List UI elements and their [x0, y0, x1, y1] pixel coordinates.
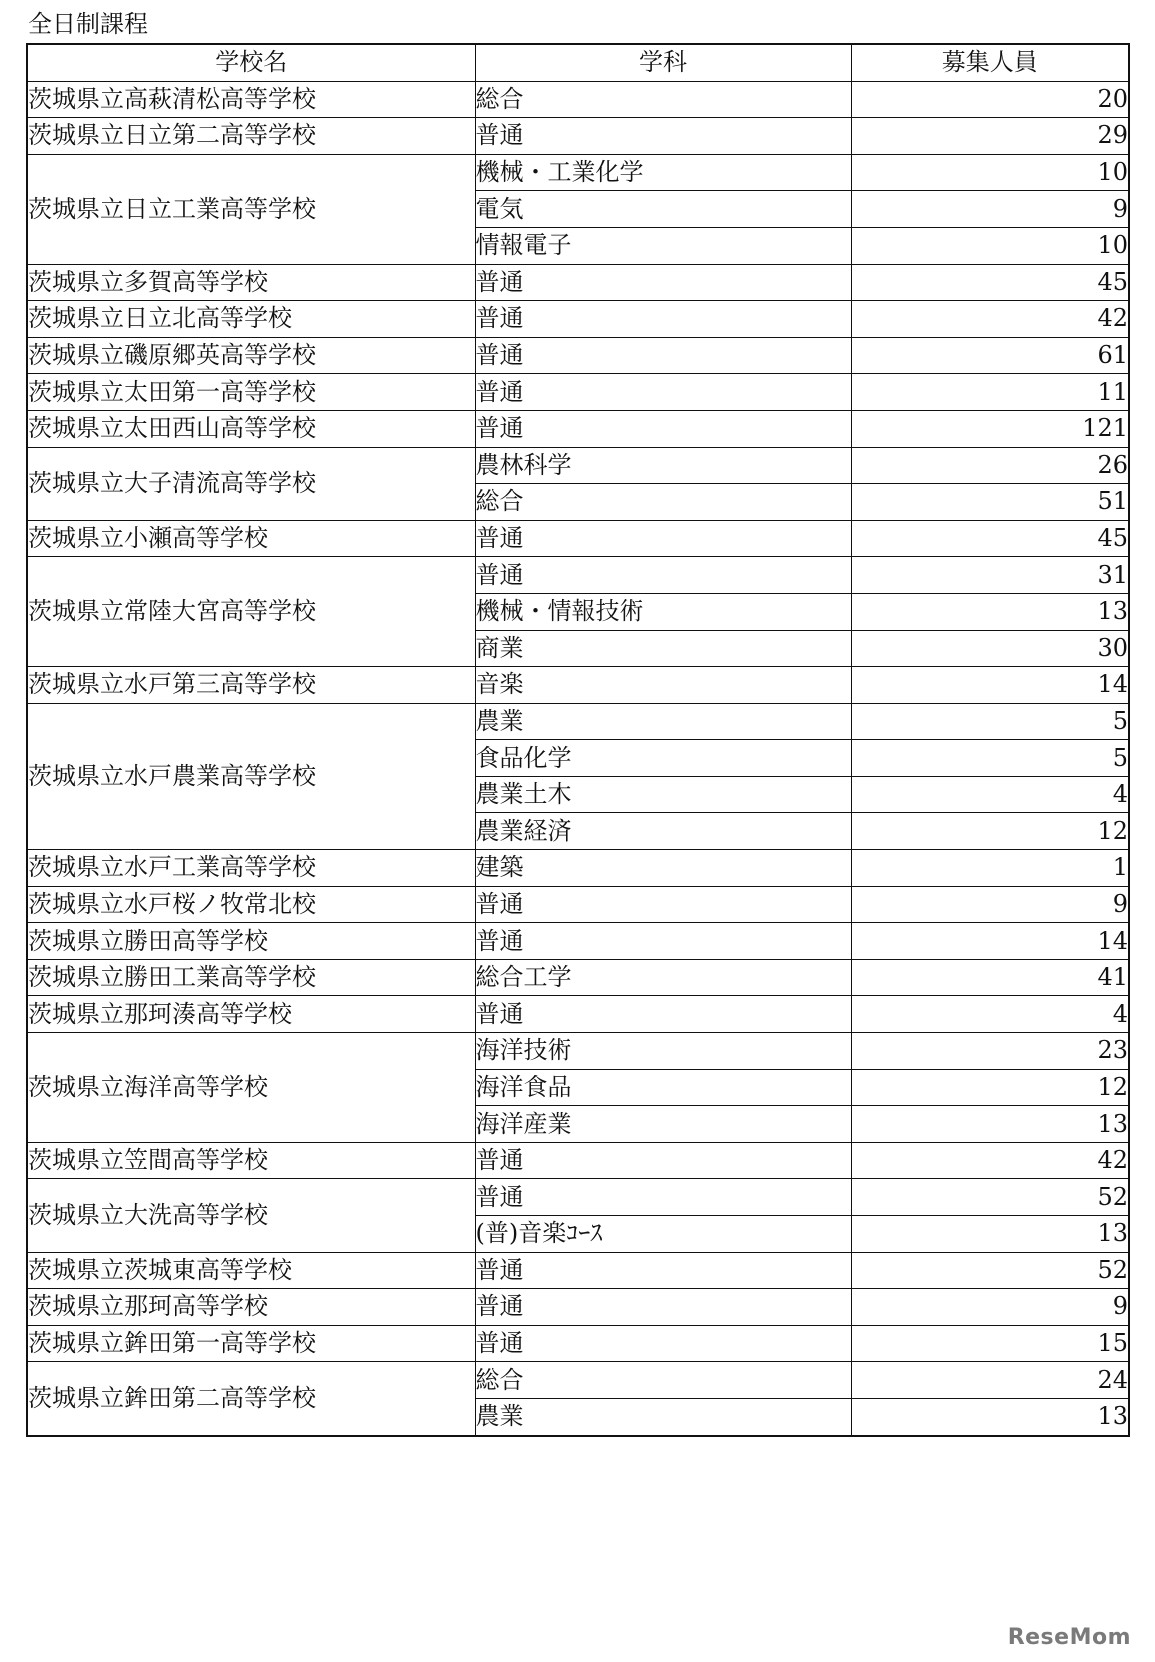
dept-cell: 普通 — [475, 1252, 851, 1289]
count-cell: 121 — [851, 410, 1129, 447]
school-name-cell: 茨城県立勝田工業高等学校 — [27, 959, 475, 996]
school-name-cell: 茨城県立大洗高等学校 — [27, 1179, 475, 1252]
school-name-cell: 茨城県立多賀高等学校 — [27, 264, 475, 301]
school-name-cell: 茨城県立那珂湊高等学校 — [27, 996, 475, 1033]
dept-cell: 海洋食品 — [475, 1069, 851, 1106]
school-name-cell: 茨城県立水戸工業高等学校 — [27, 850, 475, 887]
count-cell: 23 — [851, 1033, 1129, 1070]
dept-cell: 普通 — [475, 1142, 851, 1179]
table-row — [27, 374, 1129, 411]
dept-cell: 情報電子 — [475, 227, 851, 264]
school-name-cell: 茨城県立水戸第三高等学校 — [27, 667, 475, 704]
table-row — [27, 118, 1129, 155]
dept-cell: 商業 — [475, 630, 851, 667]
table-row — [27, 703, 1129, 740]
dept-cell: 普通 — [475, 1289, 851, 1326]
table-row — [27, 1033, 1129, 1070]
count-cell: 26 — [851, 447, 1129, 484]
table-row — [27, 1289, 1129, 1326]
school-name-cell: 茨城県立海洋高等学校 — [27, 1033, 475, 1143]
dept-cell: (普)音楽ｺｰｽ — [475, 1216, 851, 1253]
table-row — [27, 264, 1129, 301]
dept-cell: 普通 — [475, 410, 851, 447]
count-cell: 11 — [851, 374, 1129, 411]
count-cell: 10 — [851, 227, 1129, 264]
table-row — [27, 667, 1129, 704]
table-row — [27, 337, 1129, 374]
table-row — [27, 410, 1129, 447]
dept-cell: 普通 — [475, 557, 851, 594]
dept-cell: 総合 — [475, 1362, 851, 1399]
table-row — [27, 1252, 1129, 1289]
table-row — [27, 1179, 1129, 1216]
school-name-cell: 茨城県立磯原郷英高等学校 — [27, 337, 475, 374]
dept-cell: 農業 — [475, 1398, 851, 1435]
recruitment-table — [26, 43, 1130, 1437]
school-name-cell: 茨城県立太田西山高等学校 — [27, 410, 475, 447]
table-row — [27, 520, 1129, 557]
count-cell: 4 — [851, 776, 1129, 813]
count-cell: 52 — [851, 1252, 1129, 1289]
dept-cell: 普通 — [475, 118, 851, 155]
school-name-cell: 茨城県立勝田高等学校 — [27, 923, 475, 960]
count-cell: 9 — [851, 191, 1129, 228]
dept-cell: 海洋技術 — [475, 1033, 851, 1070]
header-count: 募集人員 — [851, 44, 1129, 81]
count-cell: 9 — [851, 886, 1129, 923]
dept-cell: 農業 — [475, 703, 851, 740]
dept-cell: 食品化学 — [475, 740, 851, 777]
count-cell: 30 — [851, 630, 1129, 667]
count-cell: 42 — [851, 301, 1129, 338]
school-name-cell: 茨城県立高萩清松高等学校 — [27, 81, 475, 118]
count-cell: 13 — [851, 1106, 1129, 1143]
dept-cell: 普通 — [475, 1325, 851, 1362]
dept-cell: 総合 — [475, 484, 851, 521]
dept-cell: 普通 — [475, 264, 851, 301]
table-row — [27, 557, 1129, 594]
dept-cell: 普通 — [475, 520, 851, 557]
table-row — [27, 1325, 1129, 1362]
count-cell: 12 — [851, 1069, 1129, 1106]
table-row — [27, 959, 1129, 996]
school-name-cell: 茨城県立日立北高等学校 — [27, 301, 475, 338]
count-cell: 4 — [851, 996, 1129, 1033]
school-name-cell: 茨城県立鉾田第二高等学校 — [27, 1362, 475, 1436]
school-name-cell: 茨城県立日立第二高等学校 — [27, 118, 475, 155]
table-row — [27, 850, 1129, 887]
count-cell: 13 — [851, 1216, 1129, 1253]
dept-cell: 普通 — [475, 337, 851, 374]
count-cell: 61 — [851, 337, 1129, 374]
dept-cell: 総合工学 — [475, 959, 851, 996]
dept-cell: 普通 — [475, 301, 851, 338]
table-row — [27, 1142, 1129, 1179]
count-cell: 12 — [851, 813, 1129, 850]
count-cell: 5 — [851, 740, 1129, 777]
dept-cell: 建築 — [475, 850, 851, 887]
dept-cell: 機械・工業化学 — [475, 154, 851, 191]
dept-cell: 普通 — [475, 1179, 851, 1216]
count-cell: 14 — [851, 667, 1129, 704]
dept-cell: 普通 — [475, 886, 851, 923]
table-row — [27, 154, 1129, 191]
school-name-cell: 茨城県立水戸桜ノ牧常北校 — [27, 886, 475, 923]
dept-cell: 農業土木 — [475, 776, 851, 813]
school-name-cell: 茨城県立小瀬高等学校 — [27, 520, 475, 557]
count-cell: 42 — [851, 1142, 1129, 1179]
count-cell: 1 — [851, 850, 1129, 887]
count-cell: 5 — [851, 703, 1129, 740]
count-cell: 20 — [851, 81, 1129, 118]
school-name-cell: 茨城県立太田第一高等学校 — [27, 374, 475, 411]
table-row — [27, 81, 1129, 118]
dept-cell: 普通 — [475, 996, 851, 1033]
count-cell: 13 — [851, 1398, 1129, 1435]
school-name-cell: 茨城県立茨城東高等学校 — [27, 1252, 475, 1289]
count-cell: 45 — [851, 264, 1129, 301]
school-name-cell: 茨城県立水戸農業高等学校 — [27, 703, 475, 849]
count-cell: 29 — [851, 118, 1129, 155]
count-cell: 15 — [851, 1325, 1129, 1362]
school-name-cell: 茨城県立鉾田第一高等学校 — [27, 1325, 475, 1362]
table-row — [27, 996, 1129, 1033]
dept-cell: 音楽 — [475, 667, 851, 704]
dept-cell: 普通 — [475, 374, 851, 411]
school-name-cell: 茨城県立日立工業高等学校 — [27, 154, 475, 264]
course-caption: 全日制課程 — [28, 10, 148, 38]
count-cell: 31 — [851, 557, 1129, 594]
header-school: 学校名 — [27, 44, 475, 81]
count-cell: 13 — [851, 593, 1129, 630]
count-cell: 10 — [851, 154, 1129, 191]
dept-cell: 普通 — [475, 923, 851, 960]
dept-cell: 電気 — [475, 191, 851, 228]
table-row — [27, 923, 1129, 960]
dept-cell: 農業経済 — [475, 813, 851, 850]
dept-cell: 機械・情報技術 — [475, 593, 851, 630]
table-row — [27, 301, 1129, 338]
table-body — [27, 81, 1129, 1435]
count-cell: 9 — [851, 1289, 1129, 1326]
count-cell: 24 — [851, 1362, 1129, 1399]
count-cell: 51 — [851, 484, 1129, 521]
table-row — [27, 886, 1129, 923]
header-dept: 学科 — [475, 44, 851, 81]
school-name-cell: 茨城県立那珂高等学校 — [27, 1289, 475, 1326]
count-cell: 52 — [851, 1179, 1129, 1216]
dept-cell: 海洋産業 — [475, 1106, 851, 1143]
header-row — [27, 44, 1129, 81]
dept-cell: 総合 — [475, 81, 851, 118]
resemom-logo: ReseMom — [1007, 1625, 1131, 1650]
school-name-cell: 茨城県立常陸大宮高等学校 — [27, 557, 475, 667]
school-name-cell: 茨城県立笠間高等学校 — [27, 1142, 475, 1179]
dept-cell: 農林科学 — [475, 447, 851, 484]
table-row — [27, 447, 1129, 484]
count-cell: 14 — [851, 923, 1129, 960]
count-cell: 41 — [851, 959, 1129, 996]
table-row — [27, 1362, 1129, 1399]
table-header — [27, 44, 1129, 81]
school-name-cell: 茨城県立大子清流高等学校 — [27, 447, 475, 520]
count-cell: 45 — [851, 520, 1129, 557]
